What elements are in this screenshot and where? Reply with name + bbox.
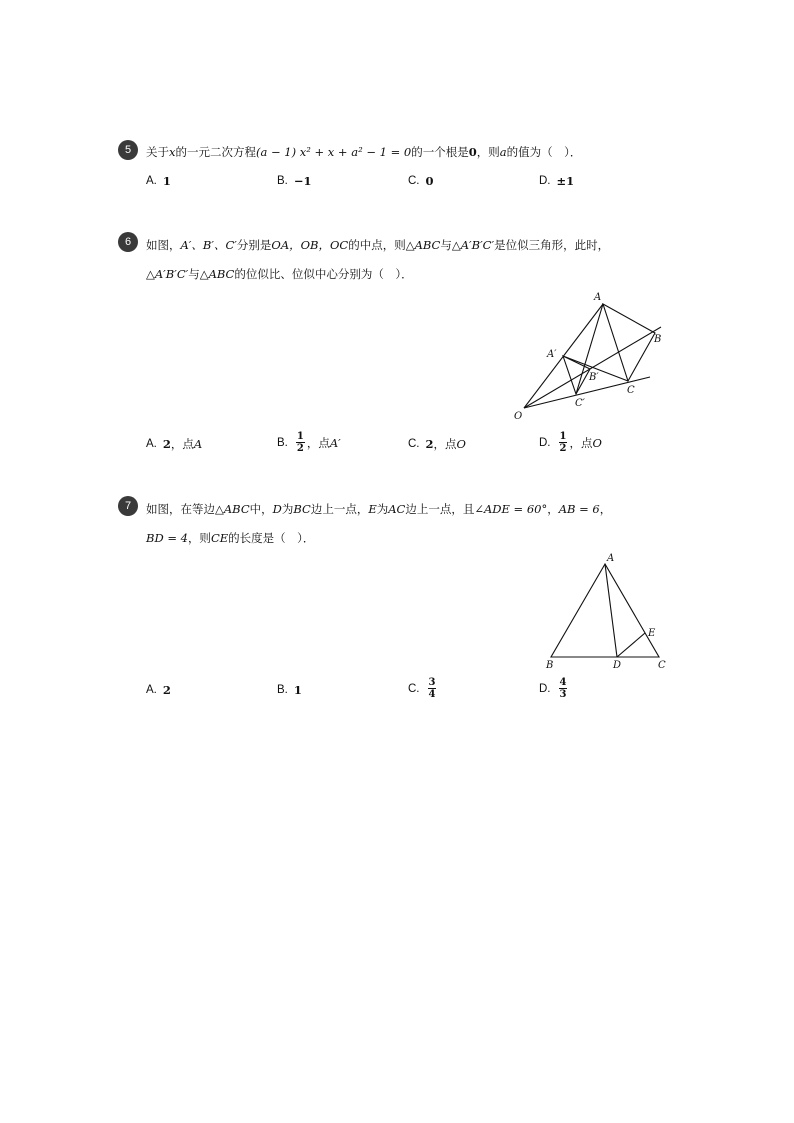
label-d: D (613, 660, 622, 671)
question-stem-line-2: BD = 4，则CE的长度是（ ）． (146, 531, 315, 545)
option-b[interactable]: B. −1 (277, 174, 312, 188)
question-number-badge: 5 (118, 140, 138, 160)
option-b[interactable]: B. 1 (277, 683, 302, 697)
label-o: O (514, 411, 523, 422)
label-c-prime: C′ (575, 398, 585, 409)
label-c: C (658, 660, 666, 671)
fraction: $\frac{3}{4}$ (428, 677, 436, 700)
equation: (a − 1) x² + x + a² − 1 = 0 (256, 145, 412, 159)
option-c[interactable]: C. $\frac{3}{4}$ (408, 677, 436, 700)
option-d[interactable]: D. $\frac{4}{3}$ (539, 677, 567, 700)
option-d[interactable]: D. ±1 (539, 174, 575, 188)
triangle-abc (551, 564, 659, 657)
label-b: B (654, 334, 662, 345)
label-a-prime: A′ (547, 349, 557, 360)
segment-ad (605, 564, 617, 657)
option-a[interactable]: A. 2 ，点 A (146, 437, 203, 451)
option-a[interactable]: A. 2 (146, 683, 171, 697)
label-b: B (546, 660, 554, 671)
option-a[interactable]: A. 1 (146, 174, 171, 188)
label-e: E (648, 628, 656, 639)
label-a: A (607, 553, 615, 564)
option-d[interactable]: D. $\frac{1}{2}$ ，点 O (539, 431, 602, 454)
question-stem-line-2: △A′B′C′与△ABC的位似比、位似中心分别为（ ）． (146, 267, 413, 281)
segment-de (617, 633, 645, 657)
question-number-badge: 7 (118, 496, 138, 516)
fraction: $\frac{1}{2}$ (296, 431, 304, 454)
label-c: C (627, 385, 635, 396)
question-stem-line-1: 如图，A′、B′、C′分别是OA，OB，OC的中点，则△ABC与△A′B′C′是位似三角形，此时， (146, 238, 610, 252)
fraction: $\frac{1}{2}$ (559, 431, 567, 454)
label-b-prime: B′ (589, 372, 599, 383)
option-b[interactable]: B. $\frac{1}{2}$ ，点 A′ (277, 431, 341, 454)
question-stem: 关于x的一元二次方程(a − 1) x² + x + a² − 1 = 0的一个根是0，则a的值为（ ）． (146, 145, 582, 159)
question-stem-line-1: 如图，在等边△ABC中，D为BC边上一点，E为AC边上一点，且∠ADE = 60°，AB = 6， (146, 502, 612, 516)
option-c[interactable]: C. 2 ，点 O (408, 437, 466, 451)
option-c[interactable]: C. 0 (408, 174, 434, 188)
fraction: $\frac{4}{3}$ (559, 677, 567, 700)
label-a: A (594, 292, 602, 303)
question-number-badge: 6 (118, 232, 138, 252)
